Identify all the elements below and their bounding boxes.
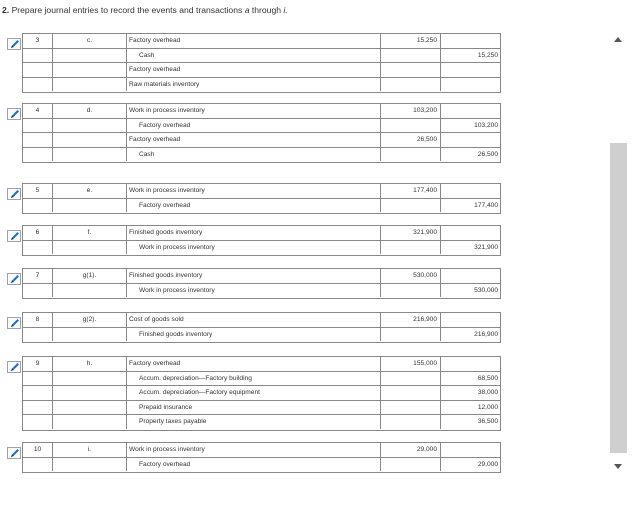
- credit-field[interactable]: [441, 226, 500, 240]
- account-field[interactable]: Factory overhead: [127, 34, 381, 48]
- table-row: [23, 458, 500, 473]
- entry-number: [23, 458, 53, 472]
- credit-field[interactable]: [441, 104, 500, 118]
- credit-field[interactable]: 177,400: [474, 201, 498, 209]
- entry-number: 7: [23, 269, 53, 283]
- credit-field[interactable]: [441, 313, 500, 327]
- table-row: [23, 386, 500, 401]
- entry-number: [23, 401, 53, 415]
- account-field[interactable]: Accum. depreciation—Factory equipment: [127, 386, 381, 400]
- credit-field[interactable]: 530,000: [474, 286, 498, 294]
- account-field[interactable]: Factory overhead: [127, 63, 381, 77]
- table-row: [23, 269, 500, 284]
- credit-field[interactable]: 103,200: [474, 121, 498, 129]
- journal-entry-group: [0, 356, 510, 431]
- event-label: [53, 241, 127, 255]
- edit-entry-button[interactable]: [7, 273, 21, 285]
- journal-entry-group: [0, 225, 510, 256]
- entry-number: [23, 199, 53, 213]
- entry-number: [23, 328, 53, 342]
- table-row: [23, 199, 500, 214]
- table-row: [23, 104, 500, 119]
- credit-field[interactable]: 68,500: [477, 374, 498, 382]
- entry-number: 5: [23, 184, 53, 198]
- pencil-icon: [9, 39, 21, 49]
- event-label: [53, 63, 127, 77]
- pencil-icon: [9, 318, 21, 328]
- debit-field[interactable]: [381, 415, 441, 429]
- debit-field[interactable]: [381, 78, 441, 92]
- entry-number: [23, 386, 53, 400]
- account-field[interactable]: Finished goods inventory: [127, 269, 381, 283]
- credit-field[interactable]: 12,000: [477, 403, 498, 411]
- pencil-icon: [9, 274, 21, 284]
- event-label: [53, 119, 127, 133]
- debit-field[interactable]: [381, 328, 441, 342]
- edit-entry-button[interactable]: [7, 361, 21, 373]
- edit-entry-button[interactable]: [7, 317, 21, 329]
- entry-number: 8: [23, 313, 53, 327]
- event-label: g(2).: [53, 313, 127, 327]
- account-field[interactable]: Factory overhead: [127, 133, 381, 147]
- entry-table: [22, 442, 501, 473]
- table-row: [23, 313, 500, 328]
- event-label: g(1).: [53, 269, 127, 283]
- journal-entry-group: [0, 103, 510, 163]
- entry-number: [23, 148, 53, 162]
- pencil-icon: [9, 189, 21, 199]
- event-label: [53, 372, 127, 386]
- event-label: h.: [53, 357, 127, 371]
- table-row: [23, 133, 500, 148]
- debit-field[interactable]: [381, 119, 441, 133]
- debit-field[interactable]: 155,000: [381, 357, 441, 371]
- table-row: [23, 78, 500, 93]
- entry-number: [23, 119, 53, 133]
- table-row: [23, 284, 500, 299]
- table-row: [23, 34, 500, 49]
- chevron-down-icon[interactable]: [614, 464, 622, 469]
- credit-field[interactable]: [441, 63, 500, 77]
- debit-field[interactable]: 103,200: [381, 104, 441, 118]
- scroll-thumb[interactable]: [610, 143, 627, 453]
- journal-entry-group: [0, 268, 510, 299]
- account-field[interactable]: Work in process inventory: [127, 184, 381, 198]
- instruction-a: a: [244, 5, 250, 15]
- debit-field[interactable]: [381, 458, 441, 472]
- account-field[interactable]: Work in process inventory: [127, 443, 381, 457]
- pencil-icon: [9, 362, 21, 372]
- debit-field[interactable]: [381, 372, 441, 386]
- credit-field[interactable]: [441, 357, 500, 371]
- edit-entry-button[interactable]: [7, 188, 21, 200]
- edit-entry-button[interactable]: [7, 447, 21, 459]
- account-field[interactable]: Factory overhead: [127, 458, 381, 472]
- account-field[interactable]: Prepaid insurance: [127, 401, 381, 415]
- table-row: [23, 372, 500, 387]
- entry-number: 4: [23, 104, 53, 118]
- credit-field[interactable]: [441, 133, 500, 147]
- entry-number: [23, 241, 53, 255]
- account-field[interactable]: Raw materials inventory: [127, 78, 381, 92]
- entry-table: [22, 183, 501, 214]
- debit-field[interactable]: [381, 284, 441, 298]
- event-label: [53, 133, 127, 147]
- entry-number: [23, 284, 53, 298]
- credit-field[interactable]: [441, 443, 500, 457]
- entry-table: [22, 103, 501, 163]
- account-field[interactable]: Factory overhead: [127, 357, 381, 371]
- instruction-i: i.: [283, 5, 288, 15]
- event-label: [53, 415, 127, 429]
- event-label: [53, 148, 127, 162]
- journal-entry-group: [0, 312, 510, 343]
- debit-field[interactable]: 15,250: [381, 34, 441, 48]
- account-field[interactable]: Cost of goods sold: [127, 313, 381, 327]
- table-row: [23, 443, 500, 458]
- pencil-icon: [9, 109, 21, 119]
- credit-field[interactable]: 29,000: [477, 460, 498, 468]
- entry-number: 3: [23, 34, 53, 48]
- table-row: [23, 148, 500, 163]
- table-row: [23, 119, 500, 134]
- journal-entry-group: [0, 183, 510, 214]
- event-label: [53, 199, 127, 213]
- entry-number: 6: [23, 226, 53, 240]
- entry-table: [22, 356, 501, 431]
- table-row: [23, 328, 500, 343]
- credit-field[interactable]: 216,900: [474, 330, 498, 338]
- event-label: i.: [53, 443, 127, 457]
- account-field[interactable]: Accum. depreciation—Factory building: [127, 372, 381, 386]
- event-label: f.: [53, 226, 127, 240]
- entry-number: 10: [23, 443, 53, 457]
- debit-field[interactable]: [381, 49, 441, 63]
- entry-number: [23, 133, 53, 147]
- pencil-icon: [9, 231, 21, 241]
- event-label: [53, 386, 127, 400]
- debit-field[interactable]: 177,400: [381, 184, 441, 198]
- debit-field[interactable]: 321,900: [381, 226, 441, 240]
- account-field[interactable]: Work in process inventory: [127, 241, 381, 255]
- credit-field[interactable]: 36,500: [477, 418, 498, 425]
- instruction-through: through: [251, 5, 282, 15]
- table-row: [23, 49, 500, 64]
- table-row: [23, 184, 500, 199]
- table-row: [23, 415, 500, 430]
- event-label: [53, 458, 127, 472]
- entry-number: [23, 63, 53, 77]
- entry-number: [23, 415, 53, 429]
- instruction-body: Prepare journal entries to record the events and transactions: [11, 5, 243, 15]
- vertical-scrollbar[interactable]: [610, 33, 627, 473]
- credit-field[interactable]: [441, 34, 500, 48]
- debit-field[interactable]: [381, 401, 441, 415]
- credit-field[interactable]: 26,500: [477, 150, 498, 158]
- entry-number: 9: [23, 357, 53, 371]
- account-field[interactable]: Finished goods inventory: [127, 226, 381, 240]
- account-field[interactable]: Work in process inventory: [127, 284, 381, 298]
- credit-field[interactable]: [441, 184, 500, 198]
- credit-field[interactable]: 38,000: [477, 389, 498, 396]
- table-row: [23, 63, 500, 78]
- entry-table: [22, 33, 501, 93]
- event-label: [53, 284, 127, 298]
- debit-field[interactable]: 530,000: [381, 269, 441, 283]
- debit-field[interactable]: 29,000: [381, 443, 441, 457]
- table-row: [23, 241, 500, 256]
- debit-field[interactable]: [381, 241, 441, 255]
- chevron-up-icon[interactable]: [614, 37, 622, 42]
- instruction-number: 2.: [2, 5, 10, 15]
- table-row: [23, 357, 500, 372]
- event-label: c.: [53, 34, 127, 48]
- entry-table: [22, 225, 501, 256]
- debit-field[interactable]: 216,900: [381, 313, 441, 327]
- edit-entry-button[interactable]: [7, 230, 21, 242]
- debit-field[interactable]: [381, 199, 441, 213]
- event-label: [53, 401, 127, 415]
- credit-field[interactable]: 15,250: [477, 51, 498, 59]
- edit-entry-button[interactable]: [7, 38, 21, 50]
- credit-field[interactable]: 321,900: [474, 243, 498, 251]
- account-field[interactable]: Factory overhead: [127, 199, 381, 213]
- entry-number: [23, 372, 53, 386]
- journal-entry-group: [0, 442, 510, 473]
- credit-field[interactable]: [441, 78, 500, 92]
- event-label: e.: [53, 184, 127, 198]
- account-field[interactable]: Finished goods inventory: [127, 328, 381, 342]
- account-field[interactable]: Cash: [127, 49, 381, 63]
- entry-number: [23, 78, 53, 92]
- account-field[interactable]: Work in process inventory: [127, 104, 381, 118]
- pencil-icon: [9, 448, 21, 458]
- account-field[interactable]: Factory overhead: [127, 119, 381, 133]
- debit-field[interactable]: [381, 386, 441, 400]
- table-row: [23, 401, 500, 416]
- account-field[interactable]: Property taxes payable: [127, 415, 381, 429]
- entry-table: [22, 268, 501, 299]
- journal-entry-group: [0, 33, 510, 93]
- event-label: [53, 49, 127, 63]
- entry-table: [22, 312, 501, 343]
- edit-entry-button[interactable]: [7, 108, 21, 120]
- event-label: d.: [53, 104, 127, 118]
- debit-field[interactable]: 26,500: [381, 133, 441, 147]
- debit-field[interactable]: [381, 63, 441, 77]
- event-label: [53, 78, 127, 92]
- credit-field[interactable]: [441, 269, 500, 283]
- account-field[interactable]: Cash: [127, 148, 381, 162]
- event-label: [53, 328, 127, 342]
- table-row: [23, 226, 500, 241]
- debit-field[interactable]: [381, 148, 441, 162]
- entry-number: [23, 49, 53, 63]
